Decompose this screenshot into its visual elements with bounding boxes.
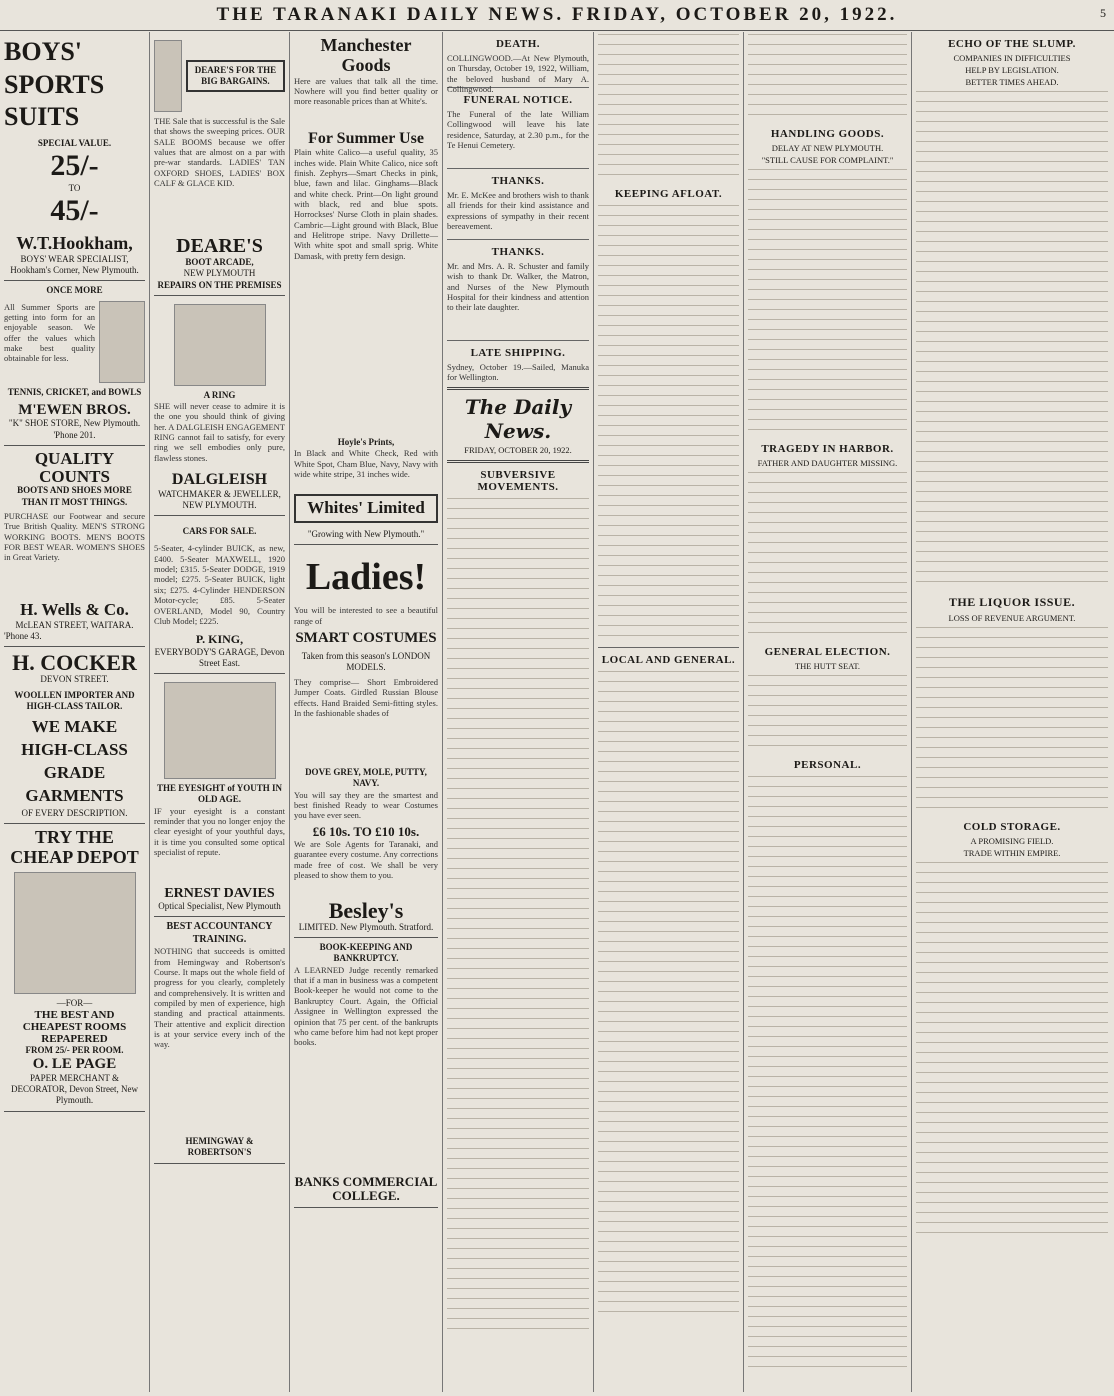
deare-copy: THE Sale that is successful is the Sale that shows the sweeping prices. OUR SALE BOOMS because we offer values that are almost on a par with pre-war standards. LADIES' TAN OXFORD SHOES, LADIES' BOX CALF & GLACE KID. bbox=[154, 116, 285, 189]
wells-ad bbox=[4, 446, 145, 647]
ladies-title: Ladies! bbox=[305, 556, 427, 599]
ring-copy: SHE will never cease to admire it is the one you should think of giving her. A DALGLEISH ENGAGEMENT RING cannot fail to satisfy, for every ring we sell embodies only pure, flawless stones. bbox=[154, 401, 285, 463]
tennis-player-illustration bbox=[99, 301, 145, 383]
king-ad bbox=[154, 516, 285, 674]
column-4 bbox=[443, 32, 594, 1392]
tragedy-heading: TRAGEDY IN HARBOR. bbox=[761, 443, 894, 455]
cars-for-sale: CARS FOR SALE. bbox=[182, 526, 257, 537]
cocker-ad bbox=[4, 647, 145, 824]
masthead bbox=[0, 0, 1114, 31]
price-high: 45/- bbox=[50, 194, 99, 227]
costume-list: They comprise— Short Embroidered Jumper Coats. Girdled Russian Blouse effects. Hand Braided Semi-fitting styles. In the fashionable shades of bbox=[294, 677, 438, 719]
besley-address: LIMITED. New Plymouth. Stratford. bbox=[298, 921, 434, 932]
local-general-heading: LOCAL AND GENERAL. bbox=[601, 654, 736, 666]
local-continued bbox=[748, 32, 907, 122]
boy-illustration bbox=[154, 40, 182, 112]
liquor-body bbox=[916, 625, 1108, 815]
column-2 bbox=[150, 32, 290, 1392]
lepage-for: —FOR— bbox=[56, 997, 93, 1008]
cocker-street: DEVON STREET. bbox=[40, 674, 109, 685]
whites-ad bbox=[294, 32, 438, 545]
echo-sub-1: COMPANIES IN DIFFICULTIES bbox=[953, 53, 1071, 63]
davies-ad bbox=[154, 674, 285, 917]
sports-list: TENNIS, CRICKET, and BOWLS bbox=[7, 386, 142, 397]
column-5 bbox=[594, 32, 744, 1392]
davies-name: ERNEST DAVIES bbox=[164, 885, 275, 901]
handling-goods-body bbox=[748, 167, 907, 437]
cold-storage-sub-1: A PROMISING FIELD. bbox=[970, 836, 1054, 846]
banks-name: BANKS COMMERCIAL COLLEGE. bbox=[294, 1173, 438, 1204]
personal-body bbox=[748, 774, 907, 1374]
whites-slogan: "Growing with New Plymouth." bbox=[307, 529, 425, 540]
eye-chart-illustration bbox=[164, 682, 276, 779]
handling-sub-1: DELAY AT NEW PLYMOUTH. bbox=[771, 143, 884, 153]
london-models: Taken from this season's LONDON MODELS. bbox=[301, 650, 431, 672]
hoyle-copy: In Black and White Check, Red with White Spot, Cham Blue, Navy, Navy with wide white stripe, 31 inches wide. bbox=[294, 448, 438, 480]
cocker-make: WE MAKE HIGH-CLASS GRADE GARMENTS bbox=[21, 717, 128, 805]
ring-illustration bbox=[174, 304, 266, 386]
echo-sub-3: BETTER TIMES AHEAD. bbox=[965, 77, 1059, 87]
ring-title: A RING bbox=[203, 389, 236, 400]
quality-counts: QUALITY COUNTS bbox=[34, 448, 115, 486]
hookham-name: W.T.Hookham, bbox=[16, 233, 133, 253]
king-name: P. KING, bbox=[195, 632, 244, 647]
eyesight-copy: IF your eyesight is a constant reminder that you no longer enjoy the clear eyesight of your youthful days, it is time you consulted some optical specialist of repute. bbox=[154, 805, 285, 857]
rooms-repapered: THE BEST AND CHEAPEST ROOMS REPAPERED bbox=[22, 1008, 127, 1046]
wells-address: McLEAN STREET, WAITARA. bbox=[15, 619, 134, 630]
echo-sub-2: HELP BY LEGISLATION. bbox=[965, 65, 1059, 75]
tragedy-body bbox=[748, 470, 907, 640]
mcewen-name: M'EWEN BROS. bbox=[18, 401, 131, 418]
accountancy-copy: NOTHING that succeeds is omitted from Hemingway and Robertson's Course. It maps out the whole field of progress for you clearly, completely and comprehensively. It is written and compiled by men of experience, high standing and practical attainments. Their attentive and explicit direction is at your service every inch of the way. bbox=[154, 946, 285, 1050]
handling-goods-heading: HANDLING GOODS. bbox=[770, 128, 885, 140]
king-address: EVERYBODY'S GARAGE, Devon Street East. bbox=[154, 646, 285, 668]
cocker-name: H. COCKER bbox=[12, 650, 137, 676]
accountancy-title: BEST ACCOUNTANCY TRAINING. bbox=[166, 921, 273, 945]
deare-ad bbox=[154, 32, 285, 296]
costume-copy: You will say they are the smartest and best finished Ready to wear Costumes you have ever seen. bbox=[294, 789, 438, 821]
cold-storage-body bbox=[916, 860, 1108, 1240]
hookham-ad bbox=[4, 32, 145, 281]
deare-repairs: REPAIRS ON THE PREMISES bbox=[157, 279, 282, 290]
bookkeeping-copy: A LEARNED Judge recently remarked that if a man in business was a competent Book-keeper he would not come to the Bankruptcy Court. Again, the Official Assignee in Wellington expressed the opinion that 75 per cent. of the bankrupts who came before him had not kept proper books. bbox=[294, 964, 438, 1048]
echo-slump-body bbox=[916, 89, 1108, 589]
editorial-date: FRIDAY, OCTOBER 20, 1922. bbox=[464, 445, 572, 455]
thanks-notice-2: Mr. and Mrs. A. R. Schuster and family wish to thank Dr. Walker, the Matron, and Nurses of the New Plymouth Hospital for their kindness and attention to their late daughter. bbox=[447, 261, 589, 313]
dalgleish-ad bbox=[154, 296, 285, 516]
column-6 bbox=[744, 32, 912, 1392]
besley-name: Besley's bbox=[328, 897, 404, 923]
handling-sub-2: "STILL CAUSE FOR COMPLAINT." bbox=[761, 155, 894, 165]
liquor-heading: THE LIQUOR ISSUE. bbox=[948, 595, 1076, 609]
column-1 bbox=[0, 32, 150, 1392]
dalgleish-address: WATCHMAKER & JEWELLER, NEW PLYMOUTH. bbox=[158, 488, 281, 510]
page-number: 5 bbox=[1100, 6, 1106, 20]
besley-ad bbox=[294, 545, 438, 938]
costume-price-range: £6 10s. TO £10 10s. bbox=[312, 823, 420, 839]
eyesight-title: THE EYESIGHT of YOUTH IN OLD AGE. bbox=[156, 783, 283, 805]
shipping-heading: LATE SHIPPING. bbox=[470, 347, 566, 359]
dalgleish-name: DALGLEISH bbox=[171, 471, 268, 488]
liquor-sub: LOSS OF REVENUE ARGUMENT. bbox=[948, 613, 1076, 623]
once-more: ONCE MORE bbox=[46, 285, 103, 296]
manchester-copy: Here are values that talk all the time. Nowhere will you find better quality or more reasonable prices than at White's. bbox=[294, 75, 438, 107]
funeral-heading: FUNERAL NOTICE. bbox=[463, 94, 573, 106]
special-value: SPECIAL VALUE. bbox=[37, 137, 112, 148]
masthead-title: THE TARANAKI DAILY NEWS. FRIDAY, OCTOBER 20, 1922. bbox=[216, 4, 898, 25]
keeping-afloat-body bbox=[598, 203, 739, 643]
summer-copy: Plain white Calico—a useful quality, 35 inches wide. Plain White Calico, nice soft finish. Zephyrs—Smart Checks in pink, blue, fawn and lilac. Ginghams—Black and white check. Print—On light ground with black, red and blue spots. Horrockses' Nurse Cloth in plain shades. Cambric—Light ground with Black, Blue and Helitrope stripe. Navy Drillette—With white spot and small sprig. White Damask, with pretty fern design. bbox=[294, 147, 438, 261]
personal-heading: PERSONAL. bbox=[793, 759, 862, 771]
try-depot: TRY THE CHEAP DEPOT bbox=[10, 827, 139, 867]
manchester-title: Manchester Goods bbox=[320, 35, 412, 75]
summer-title: For Summer Use bbox=[308, 129, 424, 147]
tragedy-sub: FATHER AND DAUGHTER MISSING. bbox=[757, 458, 898, 468]
whites-name: Whites' Limited bbox=[294, 494, 438, 523]
deare-boot: BOOT ARCADE, bbox=[185, 257, 254, 267]
deare-name: DEARE'S bbox=[176, 235, 263, 257]
deare-town: NEW PLYMOUTH bbox=[183, 268, 256, 279]
editorial-heading: SUBVERSIVE MOVEMENTS. bbox=[477, 469, 559, 493]
death-notice: COLLINGWOOD.—At New Plymouth, on Thursday, October 19, 1922, William, the beloved husband of Mary A. Collingwood. bbox=[447, 53, 589, 95]
lepage-ad bbox=[4, 824, 145, 1112]
column-3 bbox=[290, 32, 443, 1392]
paper-nameplate: The Daily News. bbox=[464, 395, 572, 443]
column-7 bbox=[912, 32, 1112, 1392]
wells-name: H. Wells & Co. bbox=[20, 599, 129, 619]
thanks-heading-1: THANKS. bbox=[491, 175, 545, 187]
mcewen-copy: All Summer Sports are getting into form for an enjoyable season. We offer the values which make best quality obtainable for less. bbox=[4, 301, 95, 364]
davies-title: Optical Specialist, New Plymouth bbox=[158, 900, 281, 911]
death-heading: DEATH. bbox=[495, 38, 541, 50]
cocker-every: OF EVERY DESCRIPTION. bbox=[21, 807, 128, 818]
wells-copy: PURCHASE our Footwear and secure True British Quality. MEN'S STRONG WORKING BOOTS. MEN'S BOOTS FOR BEST WEAR. WOMEN'S SHOES in Great Variety. bbox=[4, 510, 145, 563]
lepage-name: O. LE PAGE bbox=[32, 1056, 117, 1073]
cocker-trade: WOOLLEN IMPORTER AND HIGH-CLASS TAILOR. bbox=[14, 689, 135, 711]
per-room: FROM 25/- PER ROOM. bbox=[25, 1045, 124, 1056]
mcewen-ad bbox=[4, 281, 145, 446]
cold-storage-sub-2: TRADE WITHIN EMPIRE. bbox=[963, 848, 1061, 858]
costume-shades: DOVE GREY, MOLE, PUTTY, NAVY. bbox=[305, 767, 427, 789]
smart-costumes: SMART COSTUMES bbox=[295, 630, 437, 647]
ladies-intro: You will be interested to see a beautiful range of bbox=[294, 605, 438, 626]
hoyle-title: Hoyle's Prints, bbox=[337, 437, 395, 448]
shipping-notice: Sydney, October 19.—Sailed, Manuka for Wellington. bbox=[447, 362, 589, 383]
paperhanger-illustration bbox=[14, 872, 136, 994]
accountancy-ad bbox=[154, 917, 285, 1164]
price-low: 25/- bbox=[50, 148, 99, 182]
editorial-continued bbox=[598, 32, 739, 182]
boys-suits-title: BOYS' SPORTS SUITS bbox=[4, 37, 105, 131]
mcewen-address: "K" SHOE STORE, New Plymouth. 'Phone 201. bbox=[8, 418, 141, 440]
election-body bbox=[748, 673, 907, 753]
editorial-body bbox=[447, 496, 589, 1336]
hemingway-name: HEMINGWAY & ROBERTSON'S bbox=[185, 1136, 254, 1158]
funeral-notice: The Funeral of the late William Collingwood will leave his late residence, Saturday, at 2.30 p.m., for the Te Henui Cemetery. bbox=[447, 109, 589, 151]
keeping-afloat-heading: KEEPING AFLOAT. bbox=[614, 188, 723, 200]
deare-tag: DEARE'S FOR THE BIG BARGAINS. bbox=[186, 60, 285, 93]
bookkeeping-title: BOOK-KEEPING AND BANKRUPTCY. bbox=[319, 942, 413, 964]
election-sub: THE HUTT SEAT. bbox=[794, 661, 861, 671]
banks-ad bbox=[294, 938, 438, 1208]
echo-slump-heading: ECHO OF THE SLUMP. bbox=[948, 38, 1076, 50]
thanks-notice-1: Mr. E. McKee and brothers wish to thank all friends for their kind assistance and expressions of sympathy in their recent bereavement. bbox=[447, 190, 589, 232]
cars-list: 5-Seater, 4-cylinder BUICK, as new, £400. 5-Seater MAXWELL, 1920 model; £315. 5-Seater DODGE, 1919 model; £275. 5-Seater BUICK, light six; £275. 4-Cylinder HENDERSON Motor-cycle; £85. 5-Seater OVERLAND, Model 90, Country Club Model; £225. bbox=[154, 543, 285, 626]
local-general-body bbox=[598, 669, 739, 1319]
price-to: TO bbox=[68, 182, 81, 193]
quality-sub: BOOTS AND SHOES MORE THAN IT MOST THINGS. bbox=[17, 485, 132, 507]
lepage-address: PAPER MERCHANT & DECORATOR, Devon Street, New Plymouth. bbox=[10, 1072, 139, 1106]
thanks-heading-2: THANKS. bbox=[491, 246, 545, 258]
wells-phone: 'Phone 43. bbox=[4, 630, 42, 641]
besley-copy: We are Sole Agents for Taranaki, and guarantee every costume. Any corrections made free of cost. We shall be very pleased to show them to you. bbox=[294, 838, 438, 880]
hookham-address: BOYS' WEAR SPECIALIST, Hookham's Corner, New Plymouth. bbox=[10, 253, 139, 276]
cold-storage-heading: COLD STORAGE. bbox=[963, 821, 1061, 833]
election-heading: GENERAL ELECTION. bbox=[764, 646, 891, 658]
